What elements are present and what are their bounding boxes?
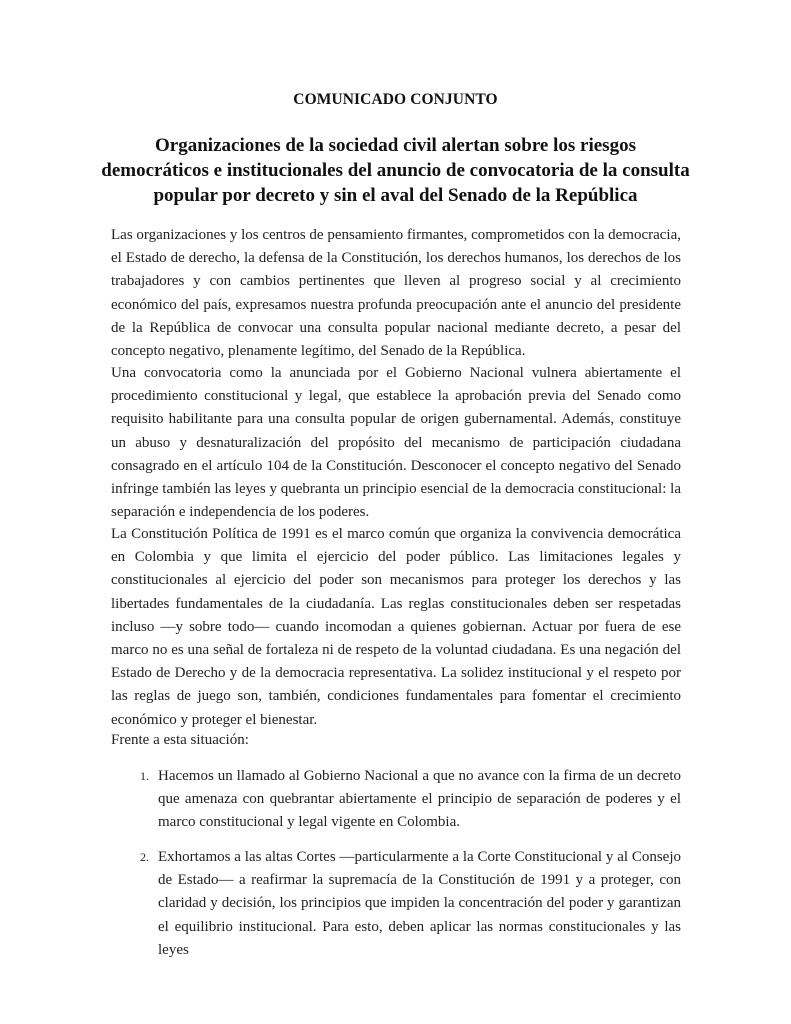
list-item-number: 2. <box>140 850 149 864</box>
paragraph-frente: Frente a esta situación: <box>111 732 249 748</box>
list-item-text: Hacemos un llamado al Gobierno Nacional a que no avance con la firma de un decreto que amenaza con quebrantar abiertamente el principio de separación de poderes y el marco constitucional y legal vigente en Colombia. <box>158 768 681 831</box>
list-item-number: 1. <box>140 769 149 783</box>
document-heading: Organizaciones de la sociedad civil alertan sobre los riesgos democráticos e institucionales del anuncio de convocatoria de la consulta popular por decreto y sin el aval del Senado de la República <box>101 135 690 206</box>
list-item-text: Exhortamos a las altas Cortes —particularmente a la Corte Constitucional y al Consejo de Estado— a reafirmar la supremacía de la Constitución de 1991 y a proteger, con claridad y decisión, los principios que impiden la concentración del poder y garantizan el equilibrio institucional. Para esto, deben aplicar las normas constitucionales y las leyes <box>158 849 681 958</box>
paragraph-intro: Las organizaciones y los centros de pensamiento firmantes, comprometidos con la democracia, el Estado de derecho, la defensa de la Constitución, los derechos humanos, los derechos de los trabajadores y con cambios pertinentes que lleven al progreso social y al crecimiento económico del país, expresamos nuestra profunda preocupación ante el anuncio del presidente de la República de convocar una consulta popular nacional mediante decreto, a pesar del concepto negativo, plenamente legítimo, del Senado de la República. <box>111 227 681 360</box>
paragraph-constitucion: La Constitución Política de 1991 es el marco común que organiza la convivencia democrática en Colombia y que limita el ejercicio del poder público. Las limitaciones legales y constitucionales al ejercicio del poder son mecanismos para proteger los derechos y las libertades fundamentales de la ciudadanía. Las reglas constitucionales deben ser respetadas incluso —y sobre todo— cuando incomodan a quienes gobiernan. Actuar por fuera de ese marco no es una señal de fortaleza ni de respeto de la voluntad ciudadana. Es una negación del Estado de Derecho y de la democracia representativa. La solidez institucional y el respeto por las reglas de juego son, también, condiciones fundamentales para fomentar el crecimiento económico y proteger el bienestar. <box>111 526 681 728</box>
paragraph-convocatoria: Una convocatoria como la anunciada por el Gobierno Nacional vulnera abiertamente el procedimiento constitucional y legal, que establece la aprobación previa del Senado como requisito habilitante para una consulta popular de origen gubernamental. Además, constituye un abuso y desnaturalización del propósito del mecanismo de participación ciudadana consagrado en el artículo 104 de la Constitución. Desconocer el concepto negativo del Senado infringe también las leyes y quebranta un principio esencial de la democracia constitucional: la separación e independencia de los poderes. <box>111 365 681 521</box>
document-title: COMUNICADO CONJUNTO <box>293 91 498 108</box>
